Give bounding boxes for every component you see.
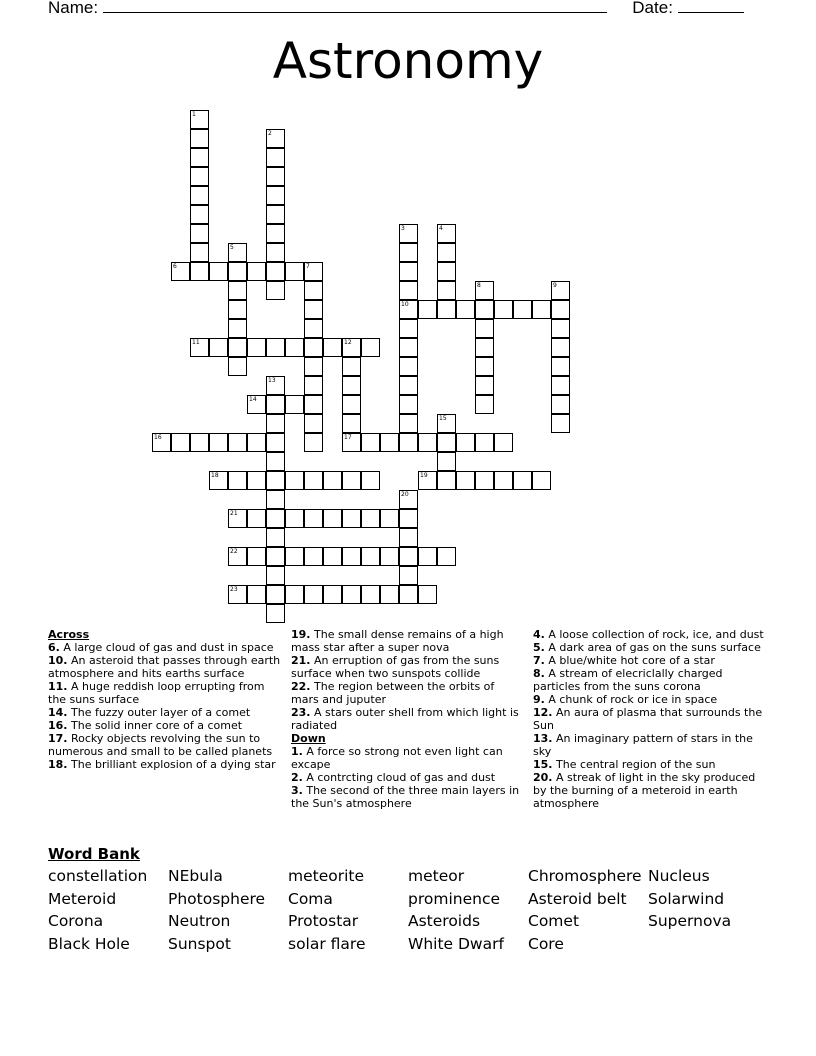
crossword-cell[interactable] (399, 585, 418, 604)
word-bank-item: Core (528, 935, 564, 954)
clue-number-label: 7. (533, 654, 545, 667)
crossword-cell[interactable] (304, 300, 323, 319)
clue-across-18 (48, 758, 284, 771)
crossword-cell[interactable] (285, 262, 304, 281)
word-bank-item: Meteroid (48, 889, 117, 908)
clue-text: A huge reddish loop errupting from the suns surface (48, 680, 265, 706)
crossword-cell[interactable] (456, 471, 475, 490)
crossword-cell[interactable] (513, 300, 532, 319)
crossword-cell[interactable] (380, 585, 399, 604)
crossword-cell[interactable] (475, 395, 494, 414)
clue-across-11 (48, 680, 284, 706)
crossword-cell[interactable] (304, 357, 323, 376)
clue-text: The brilliant explosion of a dying star (71, 758, 276, 771)
crossword-cell[interactable] (475, 376, 494, 395)
crossword-cell[interactable] (266, 452, 285, 471)
crossword-cell[interactable] (209, 433, 228, 452)
crossword-cell[interactable] (399, 414, 418, 433)
clue-text: A loose collection of rock, ice, and dust (548, 628, 764, 641)
word-bank-item: Photosphere (168, 889, 266, 908)
crossword-cell[interactable] (323, 471, 342, 490)
clue-across-19 (291, 628, 521, 654)
crossword-cell[interactable] (266, 243, 285, 262)
clue-number-label: 18. (48, 758, 68, 771)
crossword-cell[interactable] (247, 433, 266, 452)
crossword-cell[interactable] (532, 471, 551, 490)
crossword-cell[interactable] (475, 471, 494, 490)
clue-number: 17 (344, 434, 352, 441)
crossword-cell[interactable] (437, 281, 456, 300)
crossword-cell[interactable] (285, 585, 304, 604)
crossword-cell[interactable] (266, 547, 285, 566)
crossword-cell[interactable] (247, 547, 266, 566)
crossword-cell[interactable] (266, 433, 285, 452)
clue-number-label: 4. (533, 628, 545, 641)
crossword-cell[interactable] (342, 376, 361, 395)
clue-text: The central region of the sun (556, 758, 716, 771)
clue-number-label: 2. (291, 771, 303, 784)
clue-text: An imaginary pattern of stars in the sky (533, 732, 753, 758)
crossword-cell[interactable] (399, 395, 418, 414)
clue-down-15 (533, 758, 765, 771)
word-bank-item: Corona (48, 912, 104, 931)
clue-down-13 (533, 732, 765, 758)
clue-number: 12 (344, 339, 352, 346)
clue-number-label: 6. (48, 641, 60, 654)
clue-number: 11 (192, 339, 200, 346)
crossword-cell[interactable] (190, 262, 209, 281)
crossword-cell[interactable] (437, 243, 456, 262)
clue-down-9 (533, 693, 765, 706)
crossword-cell[interactable] (399, 243, 418, 262)
clue-number: 14 (249, 396, 257, 403)
clue-number: 8 (477, 282, 481, 289)
crossword-cell[interactable] (247, 509, 266, 528)
crossword-cell[interactable] (266, 224, 285, 243)
clue-down-20 (533, 771, 765, 810)
crossword-cell[interactable] (418, 433, 437, 452)
crossword-cell[interactable] (304, 319, 323, 338)
crossword-cell[interactable] (551, 300, 570, 319)
crossword-cell[interactable] (494, 433, 513, 452)
crossword-cell[interactable] (304, 471, 323, 490)
crossword-cell[interactable] (266, 186, 285, 205)
clue-number-label: 11. (48, 680, 68, 693)
clue-down-7 (533, 654, 765, 667)
crossword-cell[interactable] (247, 585, 266, 604)
clue-number-label: 10. (48, 654, 68, 667)
clue-number: 3 (401, 225, 405, 232)
word-bank-item: Neutron (168, 912, 231, 931)
clue-number-label: 13. (533, 732, 553, 745)
word-bank-item: Asteroids (408, 912, 481, 931)
clue-number-label: 21. (291, 654, 311, 667)
name-label: Name: (48, 0, 99, 17)
crossword-cell[interactable] (228, 433, 247, 452)
crossword-cell[interactable] (304, 338, 323, 357)
crossword-cell[interactable] (342, 471, 361, 490)
crossword-cell[interactable] (399, 509, 418, 528)
clue-number: 7 (306, 263, 310, 270)
clue-text: An asteroid that passes through earth atmosphere and hits earths surface (48, 654, 281, 680)
crossword-cell[interactable] (437, 471, 456, 490)
crossword-cell[interactable] (399, 547, 418, 566)
clue-number: 4 (439, 225, 443, 232)
crossword-cell[interactable] (456, 300, 475, 319)
crossword-cell[interactable] (342, 585, 361, 604)
clue-number: 6 (173, 263, 177, 270)
crossword-cell[interactable] (266, 262, 285, 281)
crossword-cell[interactable] (228, 281, 247, 300)
clue-down-12 (533, 706, 765, 732)
crossword-cell[interactable] (266, 566, 285, 585)
crossword-cell[interactable] (285, 547, 304, 566)
crossword-cell[interactable] (228, 338, 247, 357)
clue-text: A stream of elecriclally charged particles from the suns corona (533, 667, 723, 693)
crossword-cell[interactable] (380, 433, 399, 452)
crossword-cell[interactable] (190, 148, 209, 167)
crossword-cell[interactable] (399, 281, 418, 300)
crossword-cell[interactable] (399, 262, 418, 281)
clue-number: 19 (420, 472, 428, 479)
crossword-cell[interactable] (266, 585, 285, 604)
crossword-cell[interactable] (247, 471, 266, 490)
crossword-cell[interactable] (304, 509, 323, 528)
crossword-cell[interactable] (399, 338, 418, 357)
crossword-cell[interactable] (551, 338, 570, 357)
clue-text: The fuzzy outer layer of a comet (71, 706, 251, 719)
crossword-cell[interactable] (551, 319, 570, 338)
clue-number: 15 (439, 415, 447, 422)
clue-text: A dark area of gas on the suns surface (548, 641, 761, 654)
clues-column-3 (533, 628, 765, 810)
word-bank-item: prominence (408, 889, 501, 908)
clue-number: 21 (230, 510, 238, 517)
clue-number: 13 (268, 377, 276, 384)
word-bank-item: meteor (408, 867, 465, 885)
crossword-cell[interactable] (304, 281, 323, 300)
clue-across-10 (48, 654, 284, 680)
clue-number: 1 (192, 111, 196, 118)
clue-text: A force so strong not even light can excape (291, 745, 503, 771)
crossword-cell[interactable] (266, 528, 285, 547)
clue-number-label: 16. (48, 719, 68, 732)
crossword-cell[interactable] (266, 471, 285, 490)
word-bank-item: Asteroid belt (528, 889, 627, 908)
date-label: Date: (632, 0, 673, 17)
word-bank-item: Nucleus (648, 867, 710, 885)
word-bank-item: constellation (48, 867, 148, 885)
clue-down-5 (533, 641, 765, 654)
crossword-cell[interactable] (475, 357, 494, 376)
clue-text: A contrcting cloud of gas and dust (306, 771, 496, 784)
clue-text: An erruption of gas from the suns surface when two sunspots collide (291, 654, 500, 680)
crossword-cell[interactable] (190, 433, 209, 452)
clue-number: 20 (401, 491, 409, 498)
crossword-cell[interactable] (266, 604, 285, 623)
clue-number-label: 15. (533, 758, 553, 771)
crossword-cell[interactable] (190, 129, 209, 148)
crossword-cell[interactable] (380, 509, 399, 528)
clue-number-label: 12. (533, 706, 553, 719)
crossword-cell[interactable] (190, 224, 209, 243)
word-bank-item: NEbula (168, 867, 223, 885)
crossword-cell[interactable] (551, 357, 570, 376)
crossword-cell[interactable] (475, 319, 494, 338)
clue-number-label: 19. (291, 628, 311, 641)
crossword-cell[interactable] (171, 433, 190, 452)
clue-across-17 (48, 732, 284, 758)
crossword-cell[interactable] (361, 433, 380, 452)
crossword-cell[interactable] (266, 167, 285, 186)
clue-number-label: 8. (533, 667, 545, 680)
crossword-cell[interactable] (399, 433, 418, 452)
crossword-cell[interactable] (418, 547, 437, 566)
across-heading: Across (48, 628, 90, 641)
crossword-cell[interactable] (323, 585, 342, 604)
clue-across-21 (291, 654, 521, 680)
word-bank-item: Solarwind (648, 889, 725, 908)
crossword-cell[interactable] (304, 547, 323, 566)
crossword-cell[interactable] (266, 281, 285, 300)
crossword-cell[interactable] (342, 395, 361, 414)
crossword-cell[interactable] (228, 357, 247, 376)
crossword-cell[interactable] (475, 300, 494, 319)
clue-number: 2 (268, 130, 272, 137)
clues-column-1 (48, 628, 284, 771)
crossword-cell[interactable] (228, 262, 247, 281)
crossword-cell[interactable] (437, 547, 456, 566)
clue-text: The second of the three main layers in the Sun's atmosphere (291, 784, 520, 810)
crossword-cell[interactable] (494, 300, 513, 319)
crossword-cell[interactable] (304, 433, 323, 452)
crossword-cell[interactable] (304, 414, 323, 433)
crossword-cell[interactable] (209, 338, 228, 357)
clue-number-label: 3. (291, 784, 303, 797)
crossword-cell[interactable] (437, 433, 456, 452)
crossword-cell[interactable] (285, 471, 304, 490)
word-bank-item: Supernova (648, 912, 732, 931)
crossword-cell[interactable] (323, 338, 342, 357)
crossword-cell[interactable] (399, 319, 418, 338)
clue-text: A stars outer shell from which light is radiated (291, 706, 519, 732)
clue-number: 5 (230, 244, 234, 251)
clue-number-label: 17. (48, 732, 68, 745)
clue-text: The region between the orbits of mars and juputer (291, 680, 495, 706)
crossword-cell[interactable] (551, 395, 570, 414)
clue-text: An aura of plasma that surrounds the Sun (533, 706, 763, 732)
crossword-cell[interactable] (247, 338, 266, 357)
word-bank-title: Word Bank (48, 845, 140, 863)
crossword-cell[interactable] (266, 509, 285, 528)
crossword-cell[interactable] (342, 414, 361, 433)
crossword-cell[interactable] (437, 452, 456, 471)
crossword-cell[interactable] (209, 262, 228, 281)
crossword-cell[interactable] (285, 509, 304, 528)
word-bank-item: solar flare (288, 935, 366, 954)
crossword-cell[interactable] (323, 547, 342, 566)
word-bank-item: meteorite (288, 867, 365, 885)
crossword-cell[interactable] (323, 509, 342, 528)
crossword-cell[interactable] (228, 300, 247, 319)
crossword-cell[interactable] (304, 376, 323, 395)
crossword-cell[interactable] (399, 566, 418, 585)
clue-number-label: 14. (48, 706, 68, 719)
word-bank-item: Protostar (288, 912, 359, 931)
clue-down-2 (291, 771, 521, 784)
clue-number: 22 (230, 548, 238, 555)
crossword-cell[interactable] (380, 547, 399, 566)
crossword-cell[interactable] (361, 509, 380, 528)
crossword-cell[interactable] (456, 433, 475, 452)
clue-number-label: 9. (533, 693, 545, 706)
crossword-cell[interactable] (266, 395, 285, 414)
crossword-cell[interactable] (532, 300, 551, 319)
crossword-cell[interactable] (361, 338, 380, 357)
word-bank-item: White Dwarf (408, 935, 504, 954)
clue-text: The solid inner core of a comet (71, 719, 243, 732)
crossword-cell[interactable] (418, 585, 437, 604)
clue-down-4 (533, 628, 765, 641)
down-heading: Down (291, 732, 326, 745)
crossword-cell[interactable] (228, 319, 247, 338)
crossword-cell[interactable] (342, 357, 361, 376)
clue-text: Rocky objects revolving the sun to numerous and small to be called planets (48, 732, 273, 758)
crossword-cell[interactable] (266, 148, 285, 167)
crossword-cell[interactable] (304, 395, 323, 414)
crossword-cell[interactable] (190, 243, 209, 262)
crossword-cell[interactable] (228, 471, 247, 490)
clue-across-14 (48, 706, 284, 719)
clue-down-3 (291, 784, 521, 810)
clue-text: A large cloud of gas and dust in space (63, 641, 274, 654)
clue-number-label: 20. (533, 771, 553, 784)
crossword-cell[interactable] (475, 433, 494, 452)
word-bank-item: Coma (288, 889, 333, 908)
clue-number: 10 (401, 301, 409, 308)
word-bank-item: Comet (528, 912, 580, 931)
clue-across-6 (48, 641, 284, 654)
clue-down-1 (291, 745, 521, 771)
clue-number: 9 (553, 282, 557, 289)
clue-number-label: 5. (533, 641, 545, 654)
crossword-cell[interactable] (266, 205, 285, 224)
word-bank-item: Black Hole (48, 935, 130, 954)
crossword-cell[interactable] (190, 186, 209, 205)
clue-down-8 (533, 667, 765, 693)
clue-text: A blue/white hot core of a star (548, 654, 715, 667)
clue-number: 18 (211, 472, 219, 479)
crossword-cell[interactable] (361, 585, 380, 604)
crossword-cell[interactable] (266, 338, 285, 357)
crossword-cell[interactable] (190, 205, 209, 224)
clue-number-label: 22. (291, 680, 311, 693)
word-bank-item: Sunspot (168, 935, 231, 954)
crossword-cell[interactable] (361, 547, 380, 566)
clue-text: A streak of light in the sky produced by the burning of a meteroid in earth atmosphere (533, 771, 756, 810)
clue-across-22 (291, 680, 521, 706)
clues-column-2 (291, 628, 521, 810)
clue-number-label: 1. (291, 745, 303, 758)
crossword-cell[interactable] (342, 509, 361, 528)
clue-number: 23 (230, 586, 238, 593)
crossword-cell[interactable] (551, 414, 570, 433)
crossword-cell[interactable] (418, 300, 437, 319)
page-title: Astronomy (272, 32, 544, 90)
crossword-cell[interactable] (399, 357, 418, 376)
crossword-cell[interactable] (285, 395, 304, 414)
clue-text: The small dense remains of a high mass star after a super nova (291, 628, 504, 654)
crossword-cell[interactable] (475, 338, 494, 357)
crossword-cell[interactable] (494, 471, 513, 490)
clue-number: 16 (154, 434, 162, 441)
clue-across-23 (291, 706, 521, 732)
crossword-cell[interactable] (247, 262, 266, 281)
crossword-cell[interactable] (513, 471, 532, 490)
crossword-cell[interactable] (285, 338, 304, 357)
crossword-cell[interactable] (304, 585, 323, 604)
crossword-cell[interactable] (437, 262, 456, 281)
crossword-cell[interactable] (399, 376, 418, 395)
crossword-cell[interactable] (266, 490, 285, 509)
clue-number-label: 23. (291, 706, 311, 719)
word-bank-item: Chromosphere (528, 867, 642, 885)
crossword-cell[interactable] (361, 471, 380, 490)
crossword-cell[interactable] (266, 414, 285, 433)
crossword-cell[interactable] (190, 167, 209, 186)
clue-text: A chunk of rock or ice in space (548, 693, 718, 706)
crossword-cell[interactable] (551, 376, 570, 395)
crossword-cell[interactable] (399, 528, 418, 547)
crossword-cell[interactable] (437, 300, 456, 319)
clue-across-16 (48, 719, 284, 732)
crossword-cell[interactable] (342, 547, 361, 566)
